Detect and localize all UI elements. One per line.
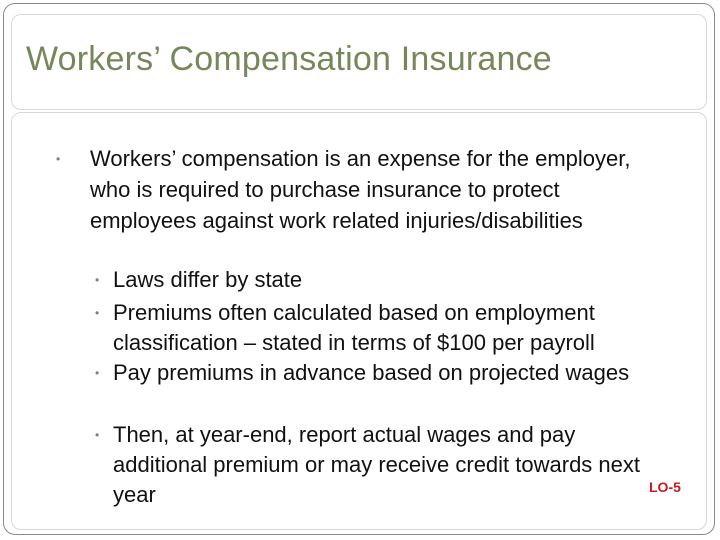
learning-objective-tag: LO-5 [649,479,681,495]
sub-bullet-text: Then, at year-end, report actual wages and pay additional premium or may receive credit towards next year [113,422,641,507]
slide-title: Workers’ Compensation Insurance [26,40,552,78]
bullet-icon: • [95,428,100,442]
bullet-icon: • [95,366,100,380]
bullet-icon: • [95,306,100,320]
sub-bullet-text: Pay premiums in advance based on projected wages [113,360,630,385]
sub-bullet-text: Laws differ by state [113,267,303,292]
bullet-icon: • [56,152,61,166]
sub-bullet-text: Premiums often calculated based on employment classification – stated in terms of $100 per payroll [113,300,595,355]
bullet-icon: • [95,273,100,287]
main-bullet-text: Workers’ compensation is an expense for the employer, who is required to purchase insurance to protect employees against work related injuries/disabilities [90,146,631,233]
